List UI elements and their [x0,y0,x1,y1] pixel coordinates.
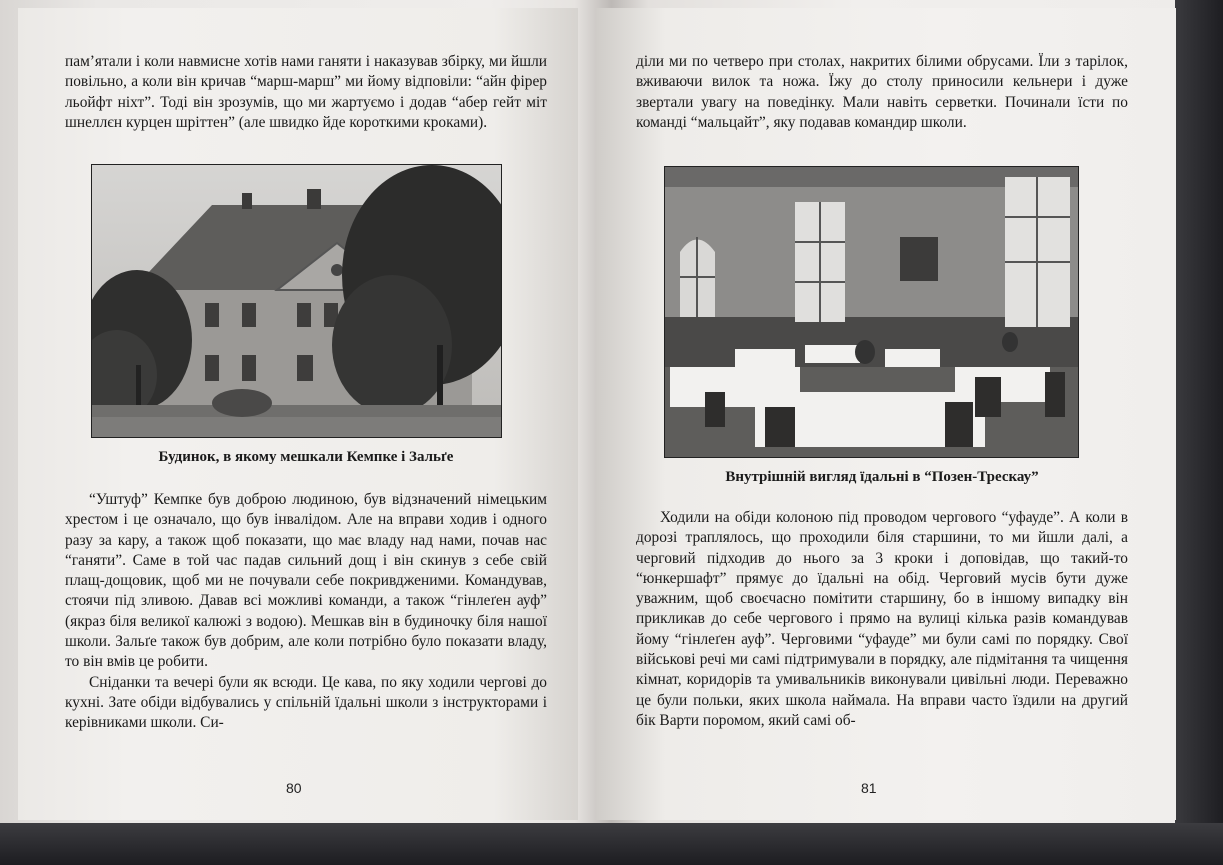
paragraph: діли ми по четверо при столах, накритих білими обрусами. Їли з тарілок, вживаючи вилок та ножа. Їжу до столу приносили кельнери і дуже звертали увагу на поведінку. Мали навіть серветки. Починали їсти по команді “мальцайт”, яку подавав командир школи. [636,53,1128,131]
left-page [18,8,578,820]
right-page [596,8,1176,820]
paragraph: Сніданки та вечері були як всюди. Це кава, по яку ходили чергові до кухні. Зате обіди відбувались у спільній їдальні школи з інструкторами і керівниками школи. Си- [65,673,547,732]
dining-hall-photo [664,166,1079,458]
house-photo-caption: Будинок, в якому мешкали Кемпке і Зальґе [158,449,454,465]
paragraph: “Уштуф” Кемпке був доброю людиною, був відзначений німецьким хрестом і це означало, що був інвалідом. Але на вправи ходив і одного разу за кару, а також щоб показати, що має владу над нами, почав нас “ганяти”. Саме в той час падав сильний дощ і він скинув з себе свій плащ-дощовик, щоб ми не почували себе покривдженими. Командував, стоячи під зливою. Давав всі можливі команди, а також “гінлеґен ауф” (якраз біля великої калюжі з водою). Мешкав він в будиночку біля нашої школи. Зальґе також був добрим, але коли потрібно було показати владу, то він вмів це робити. [65,491,547,671]
left-page-bottom-text [65,490,547,734]
paragraph: Ходили на обіди колоною під проводом чергового “уфауде”. А коли в дорозі траплялось, що проходили біля старшини, то ми йшли далі, а черговий підходив до нього за 3 кроки і доповідав, що такий-то “юнкершафт” прямує до їдальні на обід. Черговий мусів бути дуже уважним, щоб своєчасно помітити старшину, бо в іншому випадку він прикликав до себе чергового і прямо на вулиці кілька разів командував йому “гінлеґен ауф”. Черговими “уфауде” ми були самі по порядку. Свої військові речі ми самі підтримували в порядку, але підмітання та чищення кімнат, коридорів та умивальників виконували цивільні люди. Переважно це були польки, яких школа наймала. На вправи часто їздили на другий бік Варти поромом, який самі об- [636,509,1128,729]
book-cover-edge [1175,0,1223,865]
book-cover-bottom-edge [0,823,1223,865]
house-photo [91,164,502,438]
dining-hall-photo-image [665,167,1078,457]
paragraph: пам’ятали і коли навмисне хотів нами ганяти і наказував збірку, ми йшли повільно, а коли він кричав “марш-марш” ми йому відповіли: “айн фірер льойфт ніхт”. Тоді він зрозумів, що ми жартуємо і додав “абер гейт міт шнеллєн курцен шріттен” (але швидко йде короткими кроками). [65,53,547,131]
page-number: 81 [861,780,877,796]
right-page-bottom-text [636,508,1128,731]
dining-hall-photo-caption: Внутрішній вигляд їдальні в “Позен-Трескау” [725,469,1039,485]
right-page-top-text [636,52,1128,133]
left-page-top-text [65,52,547,133]
page-number: 80 [286,780,302,796]
house-photo-image [92,165,501,437]
